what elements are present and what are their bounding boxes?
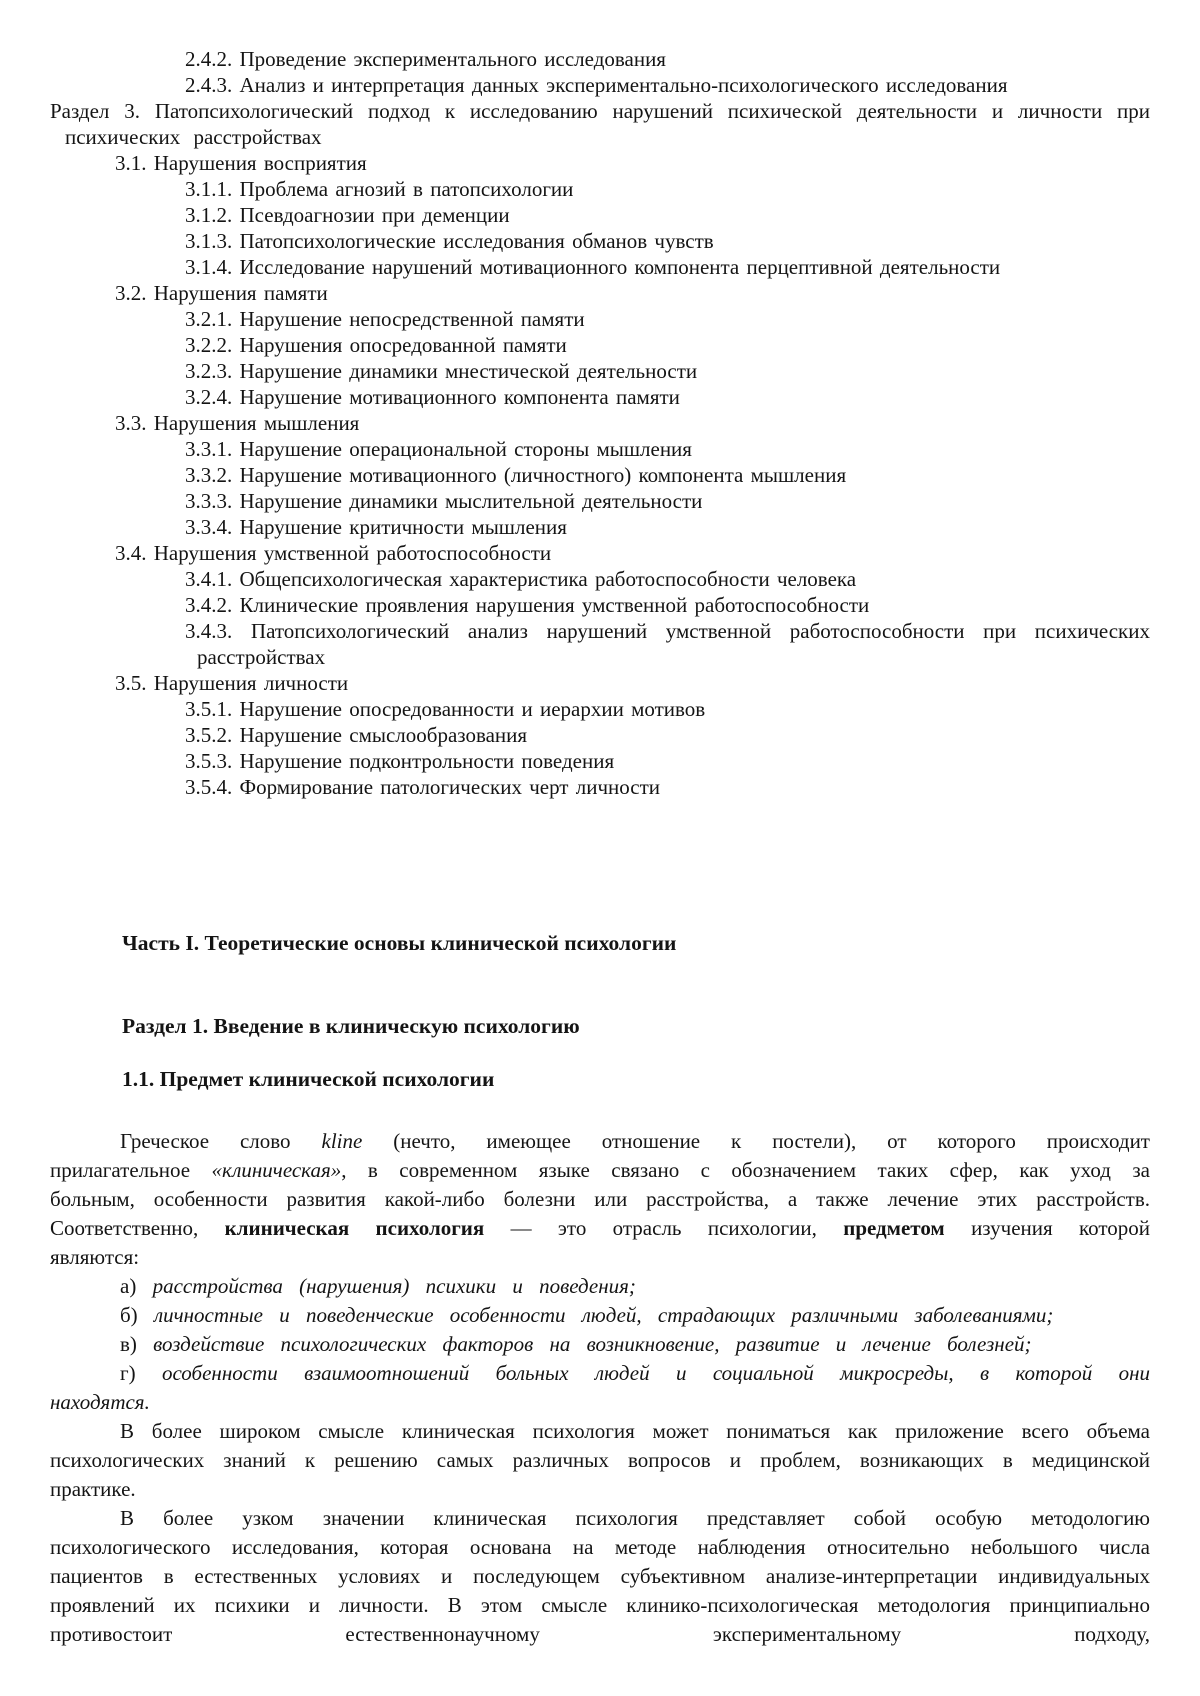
- toc-item: 3.2.2. Нарушения опосредованной памяти: [185, 333, 567, 357]
- list-item-text: личностные и поведенческие особенности людей, страдающих различными заболеваниями;: [153, 1303, 1054, 1327]
- text-segment: , в современном языке связано с обозначением таких сфер, как уход за больным, особенности развития какой-либо болезни или расстройства, а также лечение этих расстройств. Соответственно,: [50, 1158, 1150, 1240]
- narrow-sense-paragraph: В более узком значении клиническая психология представляет собой особую методологию психологического исследования, которая основана на методе наблюдения относительно небольшого числа пациентов в естественных условиях и последующем субъективном анализе-интерпретации индивидуальных проявлений их психики и личности. В этом смысле клинико-психологическая методология принципиально противостоит естественнонаучному экспериментальному подходу,: [50, 1506, 1150, 1646]
- toc-item: 3.3.3. Нарушение динамики мыслительной деятельности: [185, 489, 703, 513]
- toc-item: 3.4.3. Патопсихологический анализ нарушений умственной работоспособности при психических расстройствах: [185, 619, 1150, 669]
- toc-item: 3.5. Нарушения личности: [115, 671, 349, 695]
- text-segment: Греческое слово: [120, 1129, 322, 1153]
- toc-item: 3.3.4. Нарушение критичности мышления: [185, 515, 567, 539]
- toc-item: 3.3. Нарушения мышления: [115, 411, 360, 435]
- intro-paragraph: [50, 1127, 1150, 1272]
- toc-item: 3.5.2. Нарушение смыслообразования: [185, 723, 528, 747]
- list-item-letter: а): [120, 1274, 153, 1298]
- list-item: [50, 1330, 1150, 1359]
- toc-item: 3.4. Нарушения умственной работоспособности: [115, 541, 552, 565]
- toc-item: 3.3.2. Нарушение мотивационного (личностного) компонента мышления: [185, 463, 847, 487]
- toc-item: 2.4.2. Проведение экспериментального исследования: [185, 47, 666, 71]
- toc-item: 3.4.1. Общепсихологическая характеристика работоспособности человека: [185, 567, 857, 591]
- list-item-letter: г): [120, 1361, 162, 1385]
- text-segment: изучения которой являются:: [50, 1216, 1151, 1269]
- toc-item: 3.2.1. Нарушение непосредственной памяти: [185, 307, 585, 331]
- toc-item: Раздел 3. Патопсихологический подход к исследованию нарушений психической деятельности и личности при психических расстройствах: [50, 99, 1150, 149]
- toc-item: 3.4.2. Клинические проявления нарушения умственной работоспособности: [185, 593, 870, 617]
- toc-item: 3.5.1. Нарушение опосредованности и иерархии мотивов: [185, 697, 706, 721]
- text-segment: клиническая психология: [224, 1216, 485, 1240]
- toc-item: 3.3.1. Нарушение операциональной стороны мышления: [185, 437, 692, 461]
- text-segment: «клиническая»: [211, 1158, 342, 1182]
- toc-item: 3.1.1. Проблема агнозий в патопсихологии: [185, 177, 574, 201]
- broad-sense-paragraph: В более широком смысле клиническая психология может пониматься как приложение всего объема психологических знаний к решению самых различных вопросов и проблем, возникающих в медицинской практике.: [50, 1419, 1150, 1501]
- list-item: [50, 1301, 1150, 1330]
- text-segment: (нечто, имеющее отношение к постели), от которого происходит прилагательное: [50, 1129, 1150, 1182]
- list-item: [50, 1359, 1150, 1417]
- toc-item: 3.1. Нарушения восприятия: [115, 151, 367, 175]
- list-item-letter: б): [120, 1303, 154, 1327]
- toc-item: 3.2. Нарушения памяти: [115, 281, 328, 305]
- toc-item: 3.5.3. Нарушение подконтрольности поведения: [185, 749, 615, 773]
- list-item-text: расстройства (нарушения) психики и поведения;: [152, 1274, 636, 1298]
- toc-item: 3.1.3. Патопсихологические исследования обманов чувств: [185, 229, 714, 253]
- subsection-heading: 1.1. Предмет клинической психологии: [122, 1067, 495, 1091]
- list-item-text: особенности взаимоотношений больных людей и социальной микросреды, в которой они находятся.: [50, 1361, 1150, 1414]
- toc-item: 3.1.4. Исследование нарушений мотивационного компонента перцептивной деятельности: [185, 255, 1001, 279]
- text-segment: — это отрасль психологии,: [484, 1216, 844, 1240]
- toc-item: 3.5.4. Формирование патологических черт личности: [185, 775, 661, 799]
- toc-item: 3.1.2. Псевдоагнозии при деменции: [185, 203, 510, 227]
- list-item: [50, 1272, 1150, 1301]
- list-item-text: воздействие психологических факторов на возникновение, развитие и лечение болезней;: [153, 1332, 1032, 1356]
- body-text: [50, 1127, 1150, 1649]
- table-of-contents: [50, 46, 1150, 800]
- toc-item: 2.4.3. Анализ и интерпретация данных экспериментально-психологического исследования: [185, 73, 1008, 97]
- part-heading: Часть I. Теоретические основы клинической психологии: [122, 931, 677, 955]
- list-item-letter: в): [120, 1332, 154, 1356]
- toc-item: 3.2.4. Нарушение мотивационного компонента памяти: [185, 385, 680, 409]
- text-segment: предметом: [843, 1216, 945, 1240]
- section-heading: Раздел 1. Введение в клиническую психологию: [122, 1014, 580, 1038]
- toc-item: 3.2.3. Нарушение динамики мнестической деятельности: [185, 359, 698, 383]
- text-segment: kline: [321, 1129, 363, 1153]
